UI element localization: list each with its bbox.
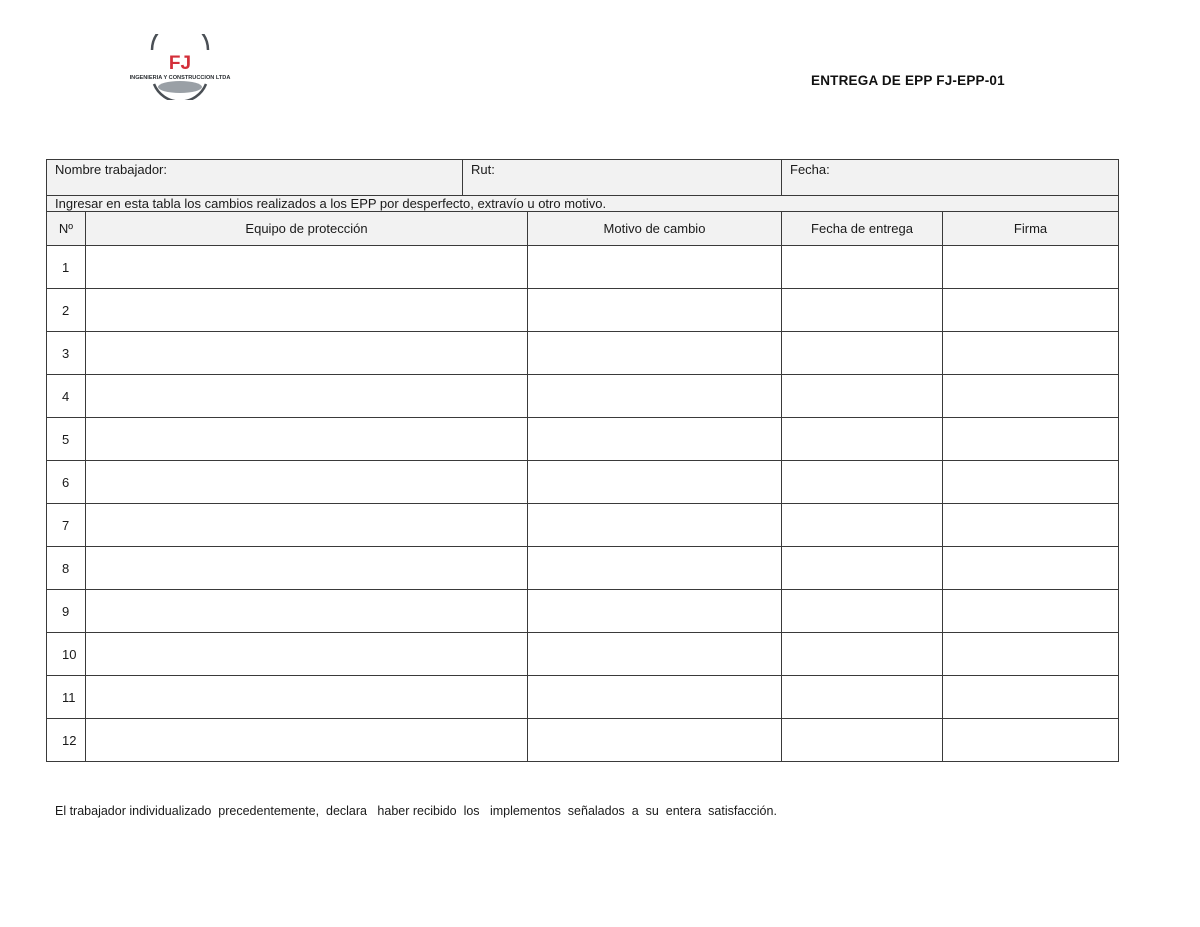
delivery-date-cell[interactable] xyxy=(782,547,943,590)
row-number: 9 xyxy=(47,590,86,633)
instruction-row xyxy=(47,196,1119,212)
col-header-number: Nº xyxy=(47,212,86,246)
signature-cell[interactable] xyxy=(943,375,1119,418)
table-row xyxy=(47,719,1119,762)
signature-cell[interactable] xyxy=(943,547,1119,590)
col-header-delivery-date: Fecha de entrega xyxy=(782,212,943,246)
col-header-equipment: Equipo de protección xyxy=(86,212,528,246)
delivery-date-cell[interactable] xyxy=(782,289,943,332)
equipment-cell[interactable] xyxy=(86,633,528,676)
reason-cell[interactable] xyxy=(528,547,782,590)
row-number: 11 xyxy=(47,676,86,719)
date-cell[interactable] xyxy=(782,160,1119,196)
logo-letters: FJ xyxy=(168,53,192,74)
signature-cell[interactable] xyxy=(943,332,1119,375)
table-row xyxy=(47,676,1119,719)
table-row xyxy=(47,418,1119,461)
signature-cell[interactable] xyxy=(943,246,1119,289)
signature-cell[interactable] xyxy=(943,418,1119,461)
delivery-date-cell[interactable] xyxy=(782,246,943,289)
row-number: 3 xyxy=(47,332,86,375)
reason-cell[interactable] xyxy=(528,332,782,375)
reason-cell[interactable] xyxy=(528,676,782,719)
reason-cell[interactable] xyxy=(528,461,782,504)
epp-table xyxy=(46,159,1119,762)
reason-cell[interactable] xyxy=(528,246,782,289)
column-header-row xyxy=(47,212,1119,246)
rut-cell[interactable] xyxy=(463,160,782,196)
reason-cell[interactable] xyxy=(528,719,782,762)
delivery-date-cell[interactable] xyxy=(782,633,943,676)
equipment-cell[interactable] xyxy=(86,590,528,633)
signature-cell[interactable] xyxy=(943,461,1119,504)
delivery-date-cell[interactable] xyxy=(782,590,943,633)
rut-label: Rut: xyxy=(471,162,495,177)
table-body xyxy=(47,246,1119,762)
delivery-date-cell[interactable] xyxy=(782,719,943,762)
table-row xyxy=(47,289,1119,332)
worker-info-row xyxy=(47,160,1119,196)
row-number: 1 xyxy=(47,246,86,289)
equipment-cell[interactable] xyxy=(86,375,528,418)
delivery-date-cell[interactable] xyxy=(782,461,943,504)
signature-cell[interactable] xyxy=(943,504,1119,547)
instruction-text: Ingresar en esta tabla los cambios realizados a los EPP por desperfecto, extravío u otro motivo. xyxy=(47,196,1119,212)
epp-form xyxy=(46,159,1118,762)
table-row xyxy=(47,633,1119,676)
delivery-date-cell[interactable] xyxy=(782,676,943,719)
equipment-cell[interactable] xyxy=(86,676,528,719)
signature-cell[interactable] xyxy=(943,633,1119,676)
table-row xyxy=(47,461,1119,504)
table-row xyxy=(47,332,1119,375)
delivery-date-cell[interactable] xyxy=(782,504,943,547)
row-number: 7 xyxy=(47,504,86,547)
equipment-cell[interactable] xyxy=(86,332,528,375)
table-row xyxy=(47,547,1119,590)
row-number: 12 xyxy=(47,719,86,762)
company-logo xyxy=(120,34,240,100)
col-header-reason: Motivo de cambio xyxy=(528,212,782,246)
document-title: ENTREGA DE EPP FJ-EPP-01 xyxy=(811,73,1005,88)
table-row xyxy=(47,375,1119,418)
delivery-date-cell[interactable] xyxy=(782,332,943,375)
equipment-cell[interactable] xyxy=(86,418,528,461)
reason-cell[interactable] xyxy=(528,590,782,633)
worker-name-cell[interactable] xyxy=(47,160,463,196)
delivery-date-cell[interactable] xyxy=(782,375,943,418)
equipment-cell[interactable] xyxy=(86,504,528,547)
row-number: 4 xyxy=(47,375,86,418)
equipment-cell[interactable] xyxy=(86,461,528,504)
reason-cell[interactable] xyxy=(528,418,782,461)
reason-cell[interactable] xyxy=(528,633,782,676)
equipment-cell[interactable] xyxy=(86,719,528,762)
reason-cell[interactable] xyxy=(528,289,782,332)
signature-cell[interactable] xyxy=(943,289,1119,332)
reason-cell[interactable] xyxy=(528,375,782,418)
row-number: 8 xyxy=(47,547,86,590)
row-number: 6 xyxy=(47,461,86,504)
signature-cell[interactable] xyxy=(943,719,1119,762)
table-row xyxy=(47,590,1119,633)
row-number: 5 xyxy=(47,418,86,461)
delivery-date-cell[interactable] xyxy=(782,418,943,461)
signature-cell[interactable] xyxy=(943,676,1119,719)
declaration-text: El trabajador individualizado precedentemente, declara haber recibido los implementos señalados a su entera satisfacción. xyxy=(55,804,777,818)
equipment-cell[interactable] xyxy=(86,547,528,590)
table-row xyxy=(47,504,1119,547)
equipment-cell[interactable] xyxy=(86,246,528,289)
worker-name-label: Nombre trabajador: xyxy=(55,162,167,177)
table-row xyxy=(47,246,1119,289)
equipment-cell[interactable] xyxy=(86,289,528,332)
date-label: Fecha: xyxy=(790,162,830,177)
row-number: 2 xyxy=(47,289,86,332)
reason-cell[interactable] xyxy=(528,504,782,547)
row-number: 10 xyxy=(47,633,86,676)
logo-subtext: INGENIERIA Y CONSTRUCCION LTDA xyxy=(129,75,231,81)
signature-cell[interactable] xyxy=(943,590,1119,633)
col-header-signature: Firma xyxy=(943,212,1119,246)
